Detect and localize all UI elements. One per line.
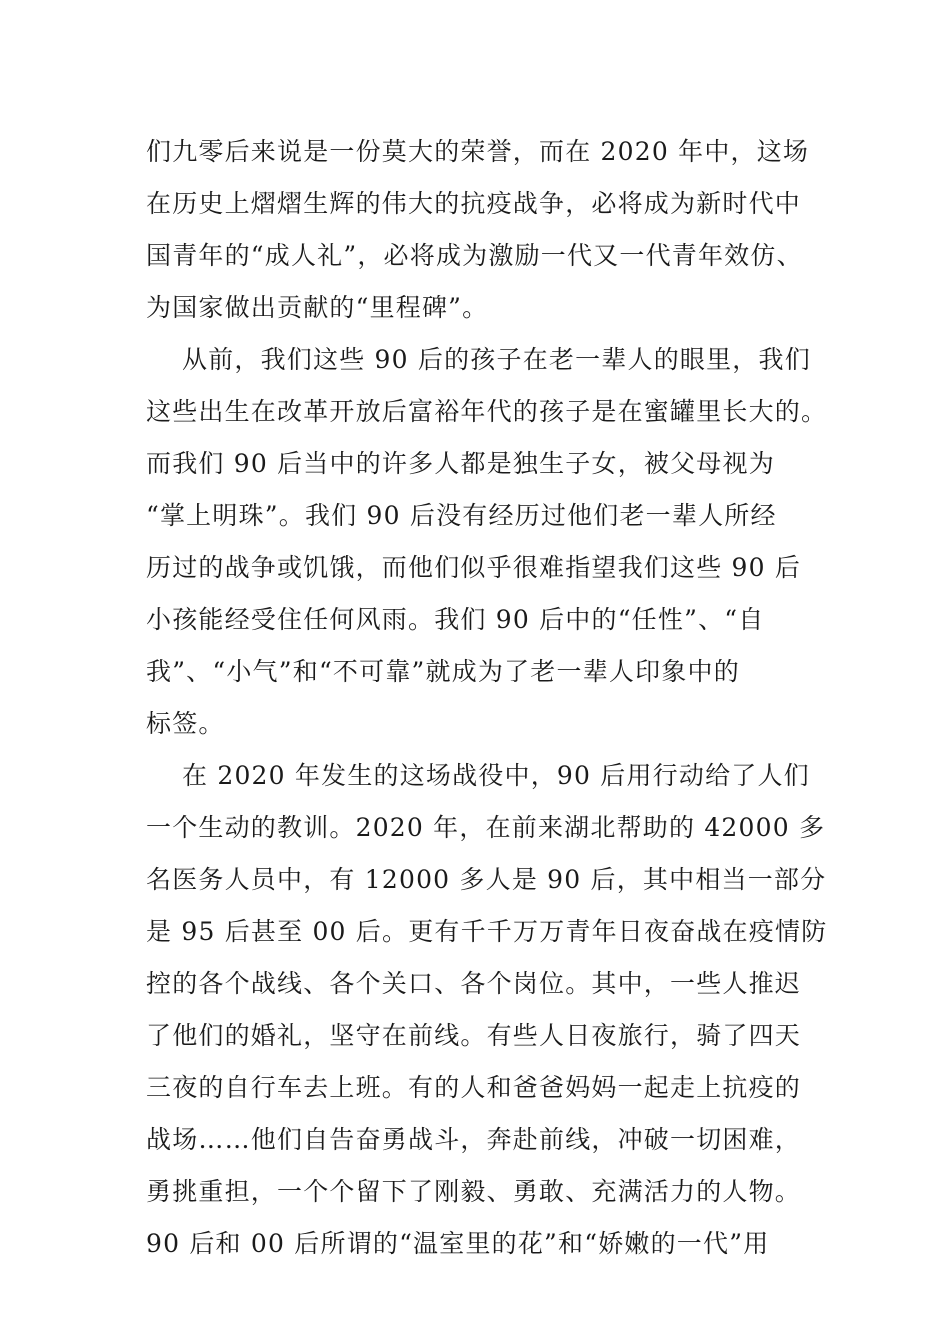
text-line: 为国家做出贡献的“里程碑”。 <box>146 293 489 322</box>
text-line: 国青年的“成人礼”，必将成为激励一代又一代青年效仿、 <box>146 241 803 270</box>
text-line: 小孩能经受住任何风雨。我们 90 后中的“任性”、“自 <box>146 605 765 634</box>
text-line: 我”、“小气”和“不可靠”就成为了老一辈人印象中的 <box>146 657 740 686</box>
body-text <box>146 126 828 1270</box>
text-line: 控的各个战线、各个关口、各个岗位。其中，一些人推迟 <box>146 969 802 998</box>
text-line: 了他们的婚礼，坚守在前线。有些人日夜旅行，骑了四天 <box>146 1021 802 1050</box>
text-line: 这些出生在改革开放后富裕年代的孩子是在蜜罐里长大的。 <box>146 397 828 426</box>
text-line: 名医务人员中，有 12000 多人是 90 后，其中相当一部分 <box>146 865 827 894</box>
text-line: 三夜的自行车去上班。有的人和爸爸妈妈一起走上抗疫的 <box>146 1073 802 1102</box>
text-line: 标签。 <box>146 709 225 738</box>
text-line: 们九零后来说是一份莫大的荣誉，而在 2020 年中，这场 <box>146 137 810 166</box>
text-line: 历过的战争或饥饿，而他们似乎很难指望我们这些 90 后 <box>146 553 802 582</box>
text-line: 90 后和 00 后所谓的“温室里的花”和“娇嫩的一代”用 <box>146 1229 770 1258</box>
paragraph-start-line: 在 2020 年发生的这场战役中，90 后用行动给了人们 <box>182 761 810 790</box>
paragraph-start-line: 从前，我们这些 90 后的孩子在老一辈人的眼里，我们 <box>182 345 811 374</box>
text-line: 勇挑重担，一个个留下了刚毅、勇敢、充满活力的人物。 <box>146 1177 802 1206</box>
text-line: 是 95 后甚至 00 后。更有千千万万青年日夜奋战在疫情防 <box>146 917 828 946</box>
text-line: 一个生动的教训。2020 年，在前来湖北帮助的 42000 多 <box>146 813 826 842</box>
text-line: “掌上明珠”。我们 90 后没有经历过他们老一辈人所经 <box>146 501 777 530</box>
text-line: 而我们 90 后当中的许多人都是独生子女，被父母视为 <box>146 449 775 478</box>
text-line: 在历史上熠熠生辉的伟大的抗疫战争，必将成为新时代中 <box>146 189 802 218</box>
text-line: 战场……他们自告奋勇战斗，奔赴前线，冲破一切困难， <box>146 1125 802 1154</box>
